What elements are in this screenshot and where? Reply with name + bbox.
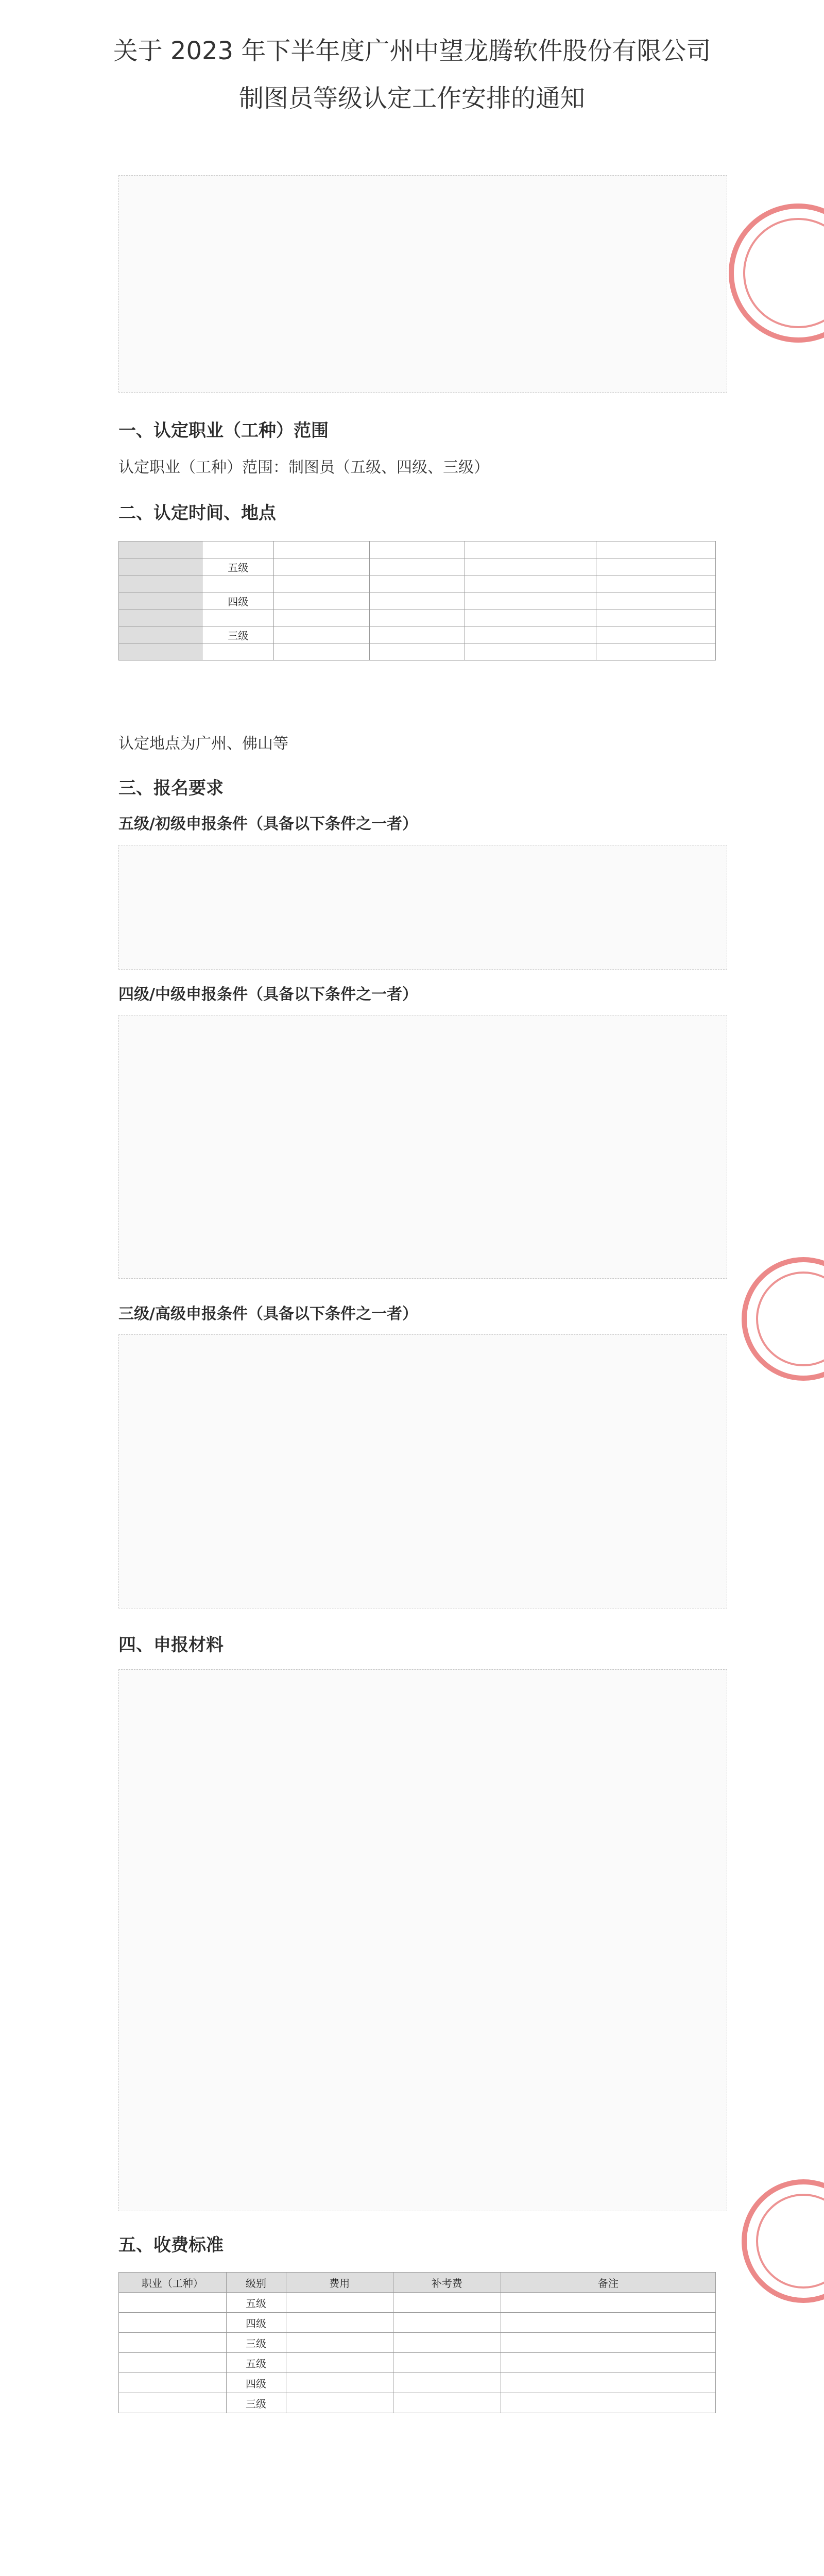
subheading-level4: 四级/中级申报条件（具备以下条件之一者） [118, 986, 418, 1004]
table-cell: 三级 [202, 626, 274, 643]
table-row [119, 2373, 716, 2393]
fee-table [118, 2272, 716, 2413]
company-seal [742, 2179, 824, 2303]
level3-conditions [118, 1334, 727, 1608]
table-cell [202, 609, 274, 626]
document-title: 关于 2023 年下半年度广州中望龙腾软件股份有限公司 [113, 37, 711, 65]
section-heading-scope: 一、认定职业（工种）范围 [118, 420, 329, 441]
section-heading-fees: 五、收费标准 [118, 2235, 224, 2256]
level5-conditions [118, 845, 727, 970]
table-header-cell: 职业（工种） [119, 2273, 227, 2293]
table-cell: 五级 [226, 2353, 286, 2373]
level4-conditions [118, 1015, 727, 1279]
table-row [119, 2353, 716, 2373]
company-seal [729, 204, 824, 343]
scope-text: 认定职业（工种）范围：制图员（五级、四级、三级） [118, 459, 489, 477]
materials-list [118, 1669, 727, 2211]
table-cell [202, 575, 274, 592]
section-heading-requirements: 三、报名要求 [118, 778, 224, 799]
table-header-cell: 补考费 [393, 2273, 501, 2293]
intro-paragraph [118, 175, 727, 393]
table-row [119, 2393, 716, 2413]
table-cell: 五级 [226, 2293, 286, 2313]
section-heading-schedule: 二、认定时间、地点 [118, 503, 276, 523]
table-cell: 三级 [226, 2393, 286, 2413]
subheading-level3: 三级/高级申报条件（具备以下条件之一者） [118, 1305, 418, 1323]
company-seal [742, 1257, 824, 1381]
table-row [119, 2333, 716, 2353]
table-header-cell: 级别 [226, 2273, 286, 2293]
table-cell: 四级 [202, 592, 274, 609]
section-heading-materials: 四、申报材料 [118, 1635, 224, 1655]
table-header-cell: 费用 [286, 2273, 393, 2293]
schedule-table [118, 541, 716, 660]
table-row [119, 2293, 716, 2313]
document-subtitle: 制图员等级认定工作安排的通知 [238, 84, 585, 113]
table-cell: 五级 [202, 558, 274, 575]
table-cell [202, 643, 274, 660]
table-header-cell: 备注 [501, 2273, 715, 2293]
table-cell: 四级 [226, 2313, 286, 2333]
subheading-level5: 五级/初级申报条件（具备以下条件之一者） [118, 815, 418, 833]
table-cell: 三级 [226, 2333, 286, 2353]
table-cell: 四级 [226, 2373, 286, 2393]
location-text: 认定地点为广州、佛山等 [118, 735, 288, 753]
table-row [119, 2313, 716, 2333]
